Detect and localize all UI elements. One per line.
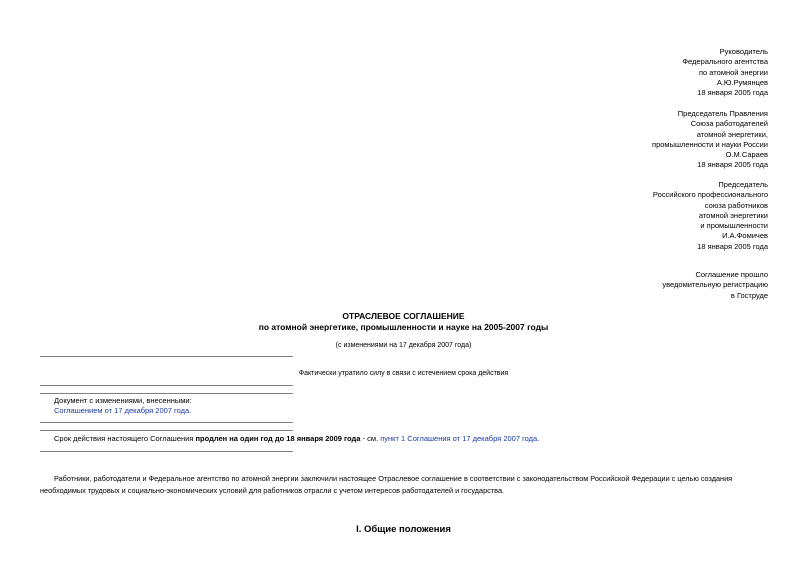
divider: [40, 385, 293, 386]
divider: [40, 393, 293, 394]
document-subtitle: по атомной энергетике, промышленности и науке на 2005-2007 годы: [258, 322, 549, 332]
validity-prefix: Срок действия настоящего Соглашения: [54, 434, 196, 443]
divider: [40, 356, 293, 357]
signature-line: Председатель Правления: [677, 109, 768, 118]
signature-line: союза работников: [704, 200, 768, 210]
signature-line: 18 января 2005 года: [697, 160, 768, 170]
signature-block-rosatom: [682, 47, 768, 98]
document-title: ОТРАСЛЕВОЕ СОГЛАШЕНИЕ: [342, 311, 465, 321]
signature-line: 18 января 2005 года: [697, 241, 768, 251]
signature-line: 18 января 2005 года: [697, 88, 768, 98]
signature-line: и промышленности: [700, 221, 768, 231]
validity-mid: - см.: [360, 434, 381, 443]
amendments-note: (с изменениями на 17 декабря 2007 года): [335, 342, 472, 349]
intro-paragraph: Работники, работодатели и Федеральное агентство по атомной энергии заключили настоящее Отраслевое соглашение в соответствии с законодательством Российской Федерации с целью создания необходимых трудовых и социально-экономических условий для работников отрасли с учетом интересов работодателей и государства.: [40, 474, 733, 495]
signature-block-trade-union: [653, 180, 768, 252]
signature-block-employers-union: [652, 109, 768, 171]
signature-line: О.М.Сараев: [725, 150, 768, 160]
signature-line: атомной энергетики: [698, 210, 768, 220]
validity-link[interactable]: пункт 1 Соглашения от 17 декабря 2007 года.: [380, 434, 540, 443]
divider: [40, 422, 293, 423]
signature-line: Федерального агентства: [682, 57, 768, 67]
registration-line: Соглашение прошло: [695, 270, 768, 279]
registration-note: [662, 270, 768, 301]
signature-line: атомной энергетики,: [696, 129, 768, 139]
validity-extension: продлен на один год до 18 января 2009 года: [195, 434, 361, 443]
validity-paragraph: [54, 434, 539, 443]
divider: [40, 430, 293, 431]
signature-line: Российского профессионального: [652, 190, 768, 200]
signature-line: промышленности и науки России: [652, 139, 768, 149]
signature-line: Союза работодателей: [690, 119, 768, 129]
signature-line: А.Ю.Румянцев: [716, 77, 768, 87]
registration-line: в Гострудe: [730, 290, 768, 300]
changes-label: Документ с изменениями, внесенными:: [54, 396, 192, 405]
expired-note: Фактически утратило силу в связи с истечением срока действия: [298, 370, 509, 377]
registration-line: уведомительную регистрацию: [662, 280, 768, 290]
signature-line: И.А.Фомичев: [722, 231, 768, 241]
signature-line: по атомной энергии: [698, 67, 768, 77]
changes-link[interactable]: Соглашением от 17 декабря 2007 года.: [54, 406, 192, 415]
section-heading: I. Общие положения: [356, 524, 451, 535]
signature-line: Председатель: [718, 180, 768, 189]
divider: [40, 451, 293, 452]
signature-line: Руководитель: [719, 47, 768, 56]
